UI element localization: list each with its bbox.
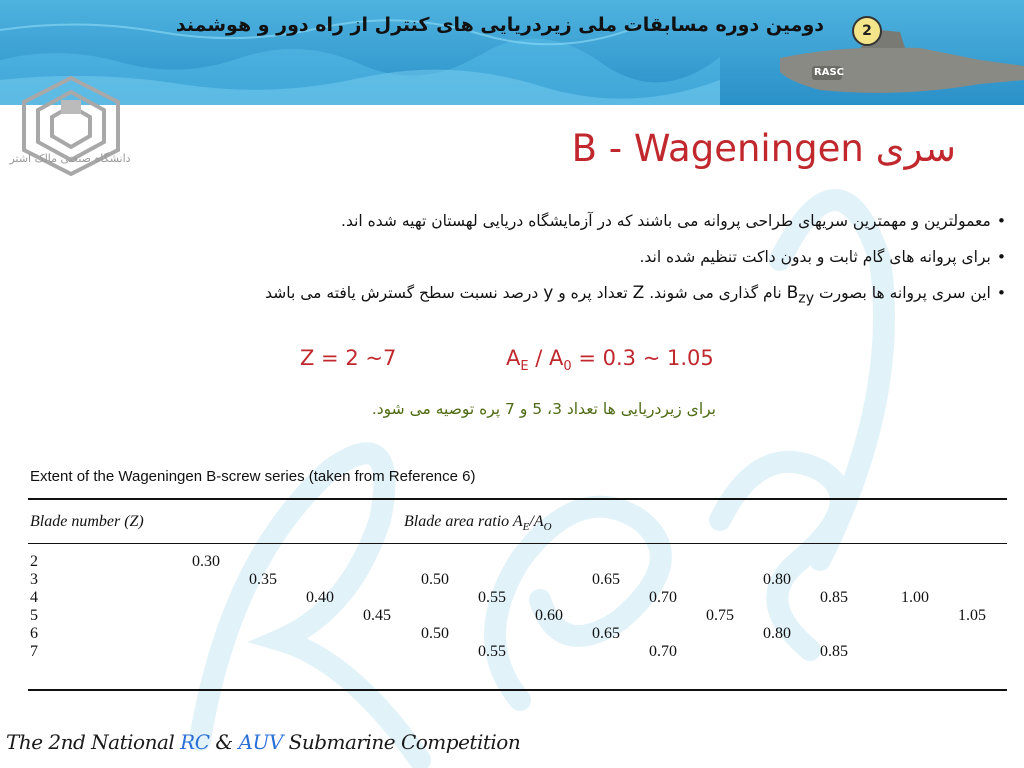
area-ratio-cell: 0.75 — [706, 607, 734, 624]
bullet-list — [66, 210, 1006, 323]
area-ratio-cell: 0.50 — [421, 625, 449, 642]
area-ratio-cell: 0.50 — [421, 571, 449, 588]
blade-number-cell: 3 — [30, 571, 38, 588]
area-ratio-cell: 0.65 — [592, 625, 620, 642]
area-ratio-cell: 0.45 — [363, 607, 391, 624]
university-name: دانشگاه صنعتی مالک اشتر — [9, 152, 131, 165]
table-header-rule — [28, 543, 1007, 544]
area-ratio-cell: 0.55 — [478, 589, 506, 606]
badge-rasc-label: RASC — [814, 67, 844, 78]
bullet-item: •معمولترین و مهمترین سریهای طراحی پروانه می باشند که در آزمایشگاه دریایی لهستان تهیه شده اند. — [341, 212, 1006, 230]
bullet-item: •برای پروانه های گام ثابت و بدون داکت تنظیم شده اند. — [639, 248, 1006, 266]
formula-blade-count: Z = 2 ~7 — [300, 346, 397, 370]
table-header-blade-number: Blade number (Z) — [30, 513, 144, 530]
blade-number-cell: 4 — [30, 589, 38, 606]
bullet-item: •این سری پروانه ها بصورت $B_{zy}$ نام گذاری می شوند. Z تعداد پره و y درصد نسبت سطح گسترش یافته می باشد — [265, 283, 1006, 307]
table-caption: Extent of the Wageningen B-screw series (taken from Reference 6) — [30, 468, 476, 485]
area-ratio-cell: 0.85 — [820, 643, 848, 660]
area-ratio-cell: 0.35 — [249, 571, 277, 588]
area-ratio-cell: 0.80 — [763, 571, 791, 588]
area-ratio-cell: 0.60 — [535, 607, 563, 624]
table-top-rule — [28, 498, 1007, 500]
area-ratio-cell: 0.65 — [592, 571, 620, 588]
area-ratio-cell: 0.80 — [763, 625, 791, 642]
banner-title: دومین دوره مسابقات ملی زیردریایی های کنترل از راه دور و هوشمند — [175, 14, 824, 36]
area-ratio-cell: 1.05 — [958, 607, 986, 624]
table-header-area-ratio: Blade area ratio $A_E/A_O$ — [404, 513, 552, 534]
blade-number-cell: 2 — [30, 553, 38, 570]
area-ratio-cell: 0.40 — [306, 589, 334, 606]
area-ratio-cell: 0.70 — [649, 643, 677, 660]
area-ratio-cell: 0.30 — [192, 553, 220, 570]
recommendation-note: برای زیردریایی ها تعداد 3، 5 و 7 پره توصیه می شود. — [371, 400, 716, 418]
university-logo — [6, 70, 136, 182]
blade-number-cell: 7 — [30, 643, 38, 660]
area-ratio-cell: 1.00 — [901, 589, 929, 606]
footer-text: The 2nd National RC & AUV Submarine Competition — [6, 730, 521, 754]
slide-title: سری B - Wageningen — [571, 127, 956, 170]
badge-number: 2 — [862, 23, 872, 39]
area-ratio-cell: 0.85 — [820, 589, 848, 606]
table-bottom-rule — [28, 689, 1007, 691]
area-ratio-cell: 0.70 — [649, 589, 677, 606]
blade-number-cell: 5 — [30, 607, 38, 624]
formula-area-ratio: $A_E / A_0 = 0.3$ ~ 1.05 — [506, 346, 714, 375]
area-ratio-cell: 0.55 — [478, 643, 506, 660]
blade-number-cell: 6 — [30, 625, 38, 642]
